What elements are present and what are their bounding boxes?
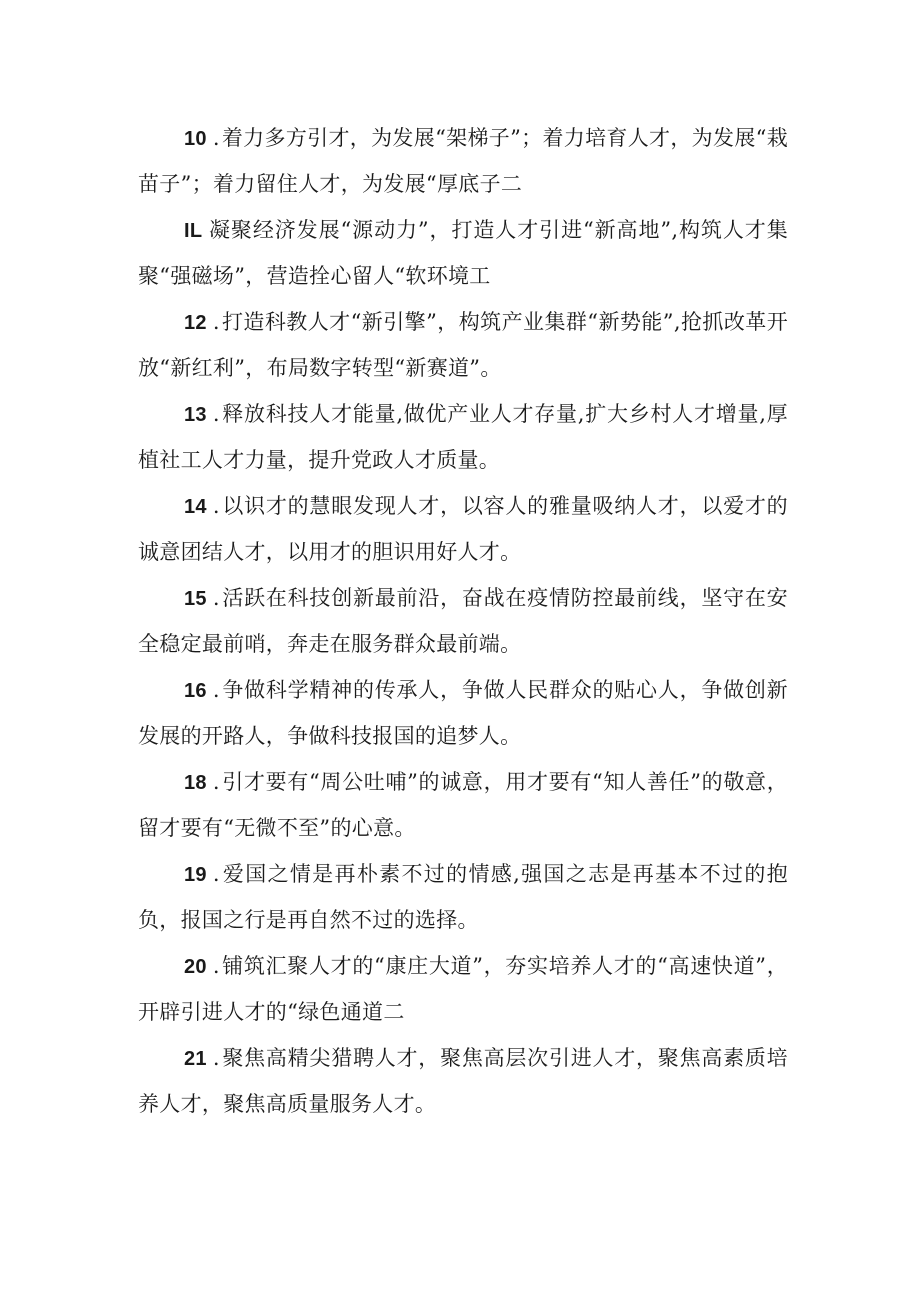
item-number: 18 xyxy=(184,772,207,794)
list-item: 21 .聚焦高精尖猎聘人才，聚焦高层次引进人才，聚焦高素质培养人才，聚焦高质量服务人才。 xyxy=(138,1046,788,1116)
item-text: 着力多方引才，为发展“架梯子”；着力培育人才，为发展“栽苗子”；着力留住人才，为发展“厚底子二 xyxy=(138,126,788,196)
list-item: 15 .活跃在科技创新最前沿，奋战在疫情防控最前线，坚守在安全稳定最前哨，奔走在服务群众最前端。 xyxy=(138,586,788,656)
item-text: 争做科学精神的传承人，争做人民群众的贴心人，争做创新发展的开路人，争做科技报国的追梦人。 xyxy=(138,678,788,748)
item-text: 释放科技人才能量,做优产业人才存量,扩大乡村人才增量,厚植社工人才力量，提升党政人才质量。 xyxy=(138,402,788,472)
item-number: 15 xyxy=(184,588,207,610)
item-number: 21 xyxy=(184,1048,207,1070)
list-item: 13 .释放科技人才能量,做优产业人才存量,扩大乡村人才增量,厚植社工人才力量，提升党政人才质量。 xyxy=(138,402,788,472)
item-number: IL xyxy=(184,220,203,242)
list-item: 14 .以识才的慧眼发现人才，以容人的雅量吸纳人才，以爱才的诚意团结人才，以用才的胆识用好人才。 xyxy=(138,494,788,564)
list-item: 18 .引才要有“周公吐哺”的诚意，用才要有“知人善任”的敬意，留才要有“无微不至”的心意。 xyxy=(138,770,788,840)
item-text: 铺筑汇聚人才的“康庄大道”，夯实培养人才的“高速快道”，开辟引进人才的“绿色通道二 xyxy=(138,954,788,1024)
list-item: 16 .争做科学精神的传承人，争做人民群众的贴心人，争做创新发展的开路人，争做科技报国的追梦人。 xyxy=(138,678,788,748)
item-number: 19 xyxy=(184,864,207,886)
item-text: 打造科教人才“新引擎”，构筑产业集群“新势能”,抢抓改革开放“新红利”，布局数字转型“新赛道”。 xyxy=(138,310,788,380)
list-item xyxy=(138,208,788,298)
list-item: 10 .着力多方引才，为发展“架梯子”；着力培育人才，为发展“栽苗子”；着力留住人才，为发展“厚底子二 xyxy=(138,126,788,196)
item-number: 16 xyxy=(184,680,207,702)
item-text: 以识才的慧眼发现人才，以容人的雅量吸纳人才，以爱才的诚意团结人才，以用才的胆识用好人才。 xyxy=(138,494,788,564)
item-number: 13 xyxy=(184,404,207,426)
item-text: 凝聚经济发展“源动力”，打造人才引进“新高地”,构筑人才集聚“强磁场”，营造拴心留人“软环境工 xyxy=(138,218,788,288)
item-number: 12 xyxy=(184,312,207,334)
list-item: 19 .爱国之情是再朴素不过的情感,强国之志是再基本不过的抱负，报国之行是再自然不过的选择。 xyxy=(138,862,788,932)
item-text: 活跃在科技创新最前沿，奋战在疫情防控最前线，坚守在安全稳定最前哨，奔走在服务群众最前端。 xyxy=(138,586,788,656)
item-text: 爱国之情是再朴素不过的情感,强国之志是再基本不过的抱负，报国之行是再自然不过的选择。 xyxy=(138,862,788,932)
item-text: 引才要有“周公吐哺”的诚意，用才要有“知人善任”的敬意，留才要有“无微不至”的心意。 xyxy=(138,770,788,840)
list-item: 12 .打造科教人才“新引擎”，构筑产业集群“新势能”,抢抓改革开放“新红利”，布局数字转型“新赛道”。 xyxy=(138,310,788,380)
item-text: 聚焦高精尖猎聘人才，聚焦高层次引进人才，聚焦高素质培养人才，聚焦高质量服务人才。 xyxy=(138,1046,788,1116)
list-item: 20 .铺筑汇聚人才的“康庄大道”，夯实培养人才的“高速快道”，开辟引进人才的“绿色通道二 xyxy=(138,954,788,1024)
item-number: 20 xyxy=(184,956,207,978)
item-number: 14 xyxy=(184,496,207,518)
item-number: 10 xyxy=(184,128,207,150)
document-body xyxy=(138,116,788,1128)
